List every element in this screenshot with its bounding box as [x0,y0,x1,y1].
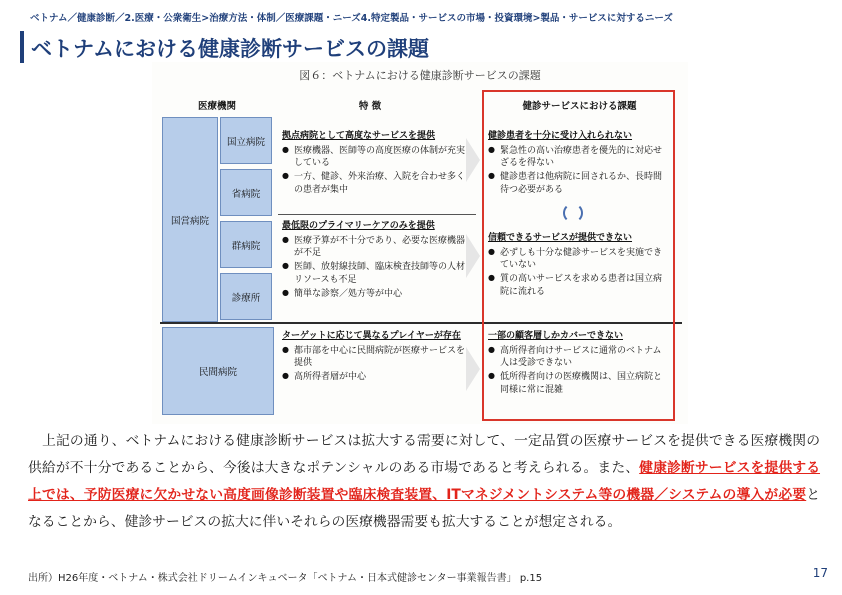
arrow-right-icon [466,234,480,278]
body-text-part1: 上記の通り、ベトナムにおける健康診断サービスは拡大する需要に対して、一定品質の医療サービスを提供できる医療機関の供給が不十分であることから、今後は大きなポテンシャルのある市場であると考えられる。また、 [28,433,820,476]
breadcrumb: ベトナム／健康診断／2.医療・公衆衛生>治療方法・体制／医療課題・ニーズ4.特定製品・サービスの市場・投資環境>製品・サービスに対するニーズ [30,13,673,24]
body-paragraph [28,428,820,536]
feature-item: ● 高所得者層が中心 [282,371,467,383]
loading-spinner-icon [563,203,583,223]
issue-heading: 一部の顧客層しかカバーできない [488,331,624,341]
private-hospital-label: 民間病院 [198,367,237,378]
district-hospital-sub-box [220,221,272,268]
figure [152,62,688,424]
issue-item: ● 高所得者向けサービスに通常のベトナム人は受診できない [488,345,670,369]
sub-label: 診療所 [231,292,261,304]
feature-heading: 拠点病院として高度なサービスを提供 [282,131,436,141]
private-hospital-box [162,327,274,415]
issue-block [488,232,670,300]
issue-heading: 信頼できるサービスが提供できない [488,233,633,243]
column-header-issues: 健診サービスにおける課題 [522,101,637,112]
figure-caption: 図６：ベトナムにおける健康診断サービスの課題 [299,69,541,82]
feature-heading: 最低限のプライマリーケアのみを提供 [282,221,435,231]
feature-block [282,330,467,386]
clinic-sub-box [220,273,272,320]
title-accent-bar [20,31,24,63]
feature-item: ● 一方、健診、外来治療、入院を合わせ多くの患者が集中 [282,171,467,195]
source-note: 出所）H26年度・ベトナム・株式会社ドリームインキュベータ「ベトナム・日本式健診センター事業報告書」 p.15 [28,573,543,584]
sub-label: 群病院 [231,240,261,252]
issue-heading: 健診患者を十分に受け入れられない [488,131,633,141]
divider [278,214,476,215]
issue-block [488,130,670,198]
arrow-right-icon [466,347,480,391]
arrow-right-icon [466,138,480,182]
column-header-institutions: 医療機関 [197,101,236,112]
feature-block [282,220,467,302]
column-header-features: 特 徴 [358,101,382,112]
issue-item: ● 低所得者向けの医療機関は、国立病院と同様に常に混雑 [488,371,670,395]
feature-item: ● 医療予算が不十分であり、必要な医療機器が不足 [282,235,467,259]
issue-item: ● 質の高いサービスを求める患者は国立病院に流れる [488,273,670,297]
feature-item: ● 都市部を中心に民間病院が医療サービスを提供 [282,345,467,369]
national-hospital-box [162,117,218,322]
issue-item: ● 必ずしも十分な健診サービスを実施できていない [488,247,670,271]
page-title: ベトナムにおける健康診断サービスの課題 [31,37,429,61]
feature-item: ● 医療機器、医師等の高度医療の体制が充実している [282,145,467,169]
issue-block [488,330,670,398]
sub-label: 省病院 [231,188,261,200]
body-text-highlight: 健康診断サービスを提供する上では、予防医療に欠かせない高度画像診断装置や臨床検査装置、ITマネジメントシステム等の機器／システムの導入が必要 [28,460,821,503]
national-hospital-label: 国営病院 [170,215,209,227]
feature-heading: ターゲットに応じて異なるプレイヤーが存在 [282,331,461,341]
provincial-hospital-sub-box [220,169,272,216]
sub-label: 国立病院 [226,136,265,148]
issue-item: ● 健診患者は他病院に回されるか、長時間待つ必要がある [488,171,670,195]
national-hospital-sub-box [220,117,272,164]
page-number: 17 [812,566,828,580]
feature-item: ● 簡単な診察／処方等が中心 [282,288,467,300]
feature-item: ● 医師、放射線技師、臨床検査技師等の人材リソースも不足 [282,261,467,285]
body-text-part2: となることから、健診サービスの拡大に伴いそれらの医療機器需要も拡大することが想定される。 [28,487,820,530]
feature-block [282,130,467,198]
issue-item: ● 緊急性の高い治療患者を優先的に対応せざるを得ない [488,145,670,169]
